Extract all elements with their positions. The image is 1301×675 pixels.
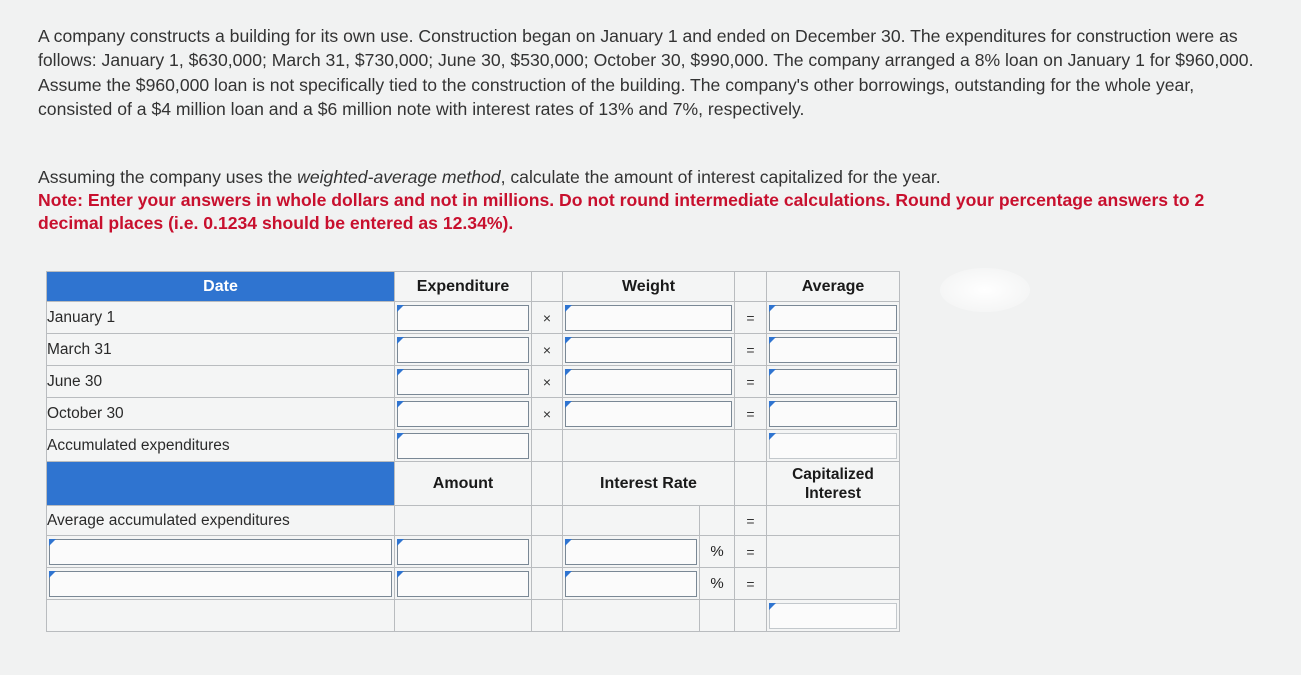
instructions-method: weighted-average method [297, 167, 501, 187]
equals-sign: = [735, 506, 767, 536]
empty-cell [532, 600, 563, 632]
equals-sign: = [735, 536, 767, 568]
equals-sign: = [735, 334, 767, 366]
instructions-prefix: Assuming the company uses the [38, 167, 298, 187]
empty-cell [700, 506, 735, 536]
average-accumulated-expenditures-label: Average accumulated expenditures [47, 506, 395, 536]
header-spacer-2 [735, 272, 767, 302]
amount-input-1[interactable] [397, 539, 529, 565]
header-interest-rate: Interest Rate [563, 462, 735, 506]
empty-cell [735, 430, 767, 462]
header-expenditure: Expenditure [395, 272, 532, 302]
expenditure-input-4[interactable] [397, 401, 529, 427]
accumulated-expenditure-total[interactable] [397, 433, 529, 459]
empty-cell [47, 600, 395, 632]
weight-input-1[interactable] [565, 305, 732, 331]
capitalized-interest-cell-2 [767, 568, 900, 600]
empty-cell [395, 506, 532, 536]
average-input-2[interactable] [769, 337, 897, 363]
capitalized-interest-total-input[interactable] [769, 603, 897, 629]
average-input-3[interactable] [769, 369, 897, 395]
empty-cell [700, 600, 735, 632]
date-cell: October 30 [47, 398, 395, 430]
empty-cell [395, 600, 532, 632]
interest-rate-input-2[interactable] [565, 571, 697, 597]
empty-cell [532, 536, 563, 568]
accumulated-expenditures-label: Accumulated expenditures [47, 430, 395, 462]
date-cell: March 31 [47, 334, 395, 366]
date-cell: June 30 [47, 366, 395, 398]
expenditure-input-1[interactable] [397, 305, 529, 331]
times-sign: × [532, 366, 563, 398]
empty-cell [563, 430, 735, 462]
empty-cell [532, 430, 563, 462]
header-amount: Amount [395, 462, 532, 506]
times-sign: × [532, 334, 563, 366]
times-sign: × [532, 302, 563, 334]
header-weight: Weight [563, 272, 735, 302]
weight-input-4[interactable] [565, 401, 732, 427]
empty-cell [563, 600, 700, 632]
header-average: Average [767, 272, 900, 302]
header-band-blank [47, 462, 395, 506]
interest-rate-input-1[interactable] [565, 539, 697, 565]
equals-sign: = [735, 568, 767, 600]
date-cell: January 1 [47, 302, 395, 334]
header-spacer-3 [532, 462, 563, 506]
empty-cell [767, 506, 900, 536]
expenditure-input-3[interactable] [397, 369, 529, 395]
instructions [38, 166, 1268, 235]
equals-sign: = [735, 366, 767, 398]
percent-sign: % [700, 536, 735, 568]
instructions-note: Note: Enter your answers in whole dollars and not in millions. Do not round intermediate calculations. Round your percentage answers to 2 decimal places (i.e. 0.1234 should be entered as 12.34%). [38, 190, 1205, 233]
borrowing-label-input-1[interactable] [49, 539, 392, 565]
equals-sign: = [735, 398, 767, 430]
screen-glare [940, 268, 1030, 312]
average-total-input[interactable] [769, 433, 897, 459]
times-sign: × [532, 398, 563, 430]
weight-input-2[interactable] [565, 337, 732, 363]
empty-cell [532, 568, 563, 600]
empty-cell [563, 506, 700, 536]
interest-worksheet [46, 271, 900, 632]
amount-input-2[interactable] [397, 571, 529, 597]
header-capitalized-interest: Capitalized Interest [767, 462, 900, 506]
average-input-4[interactable] [769, 401, 897, 427]
capitalized-interest-cell-1 [767, 536, 900, 568]
instructions-suffix: , calculate the amount of interest capitalized for the year. [500, 167, 941, 187]
expenditure-input-2[interactable] [397, 337, 529, 363]
header-spacer-4 [735, 462, 767, 506]
empty-cell [735, 600, 767, 632]
weight-input-3[interactable] [565, 369, 732, 395]
average-input-1[interactable] [769, 305, 897, 331]
percent-sign: % [700, 568, 735, 600]
header-spacer-1 [532, 272, 563, 302]
problem-statement: A company constructs a building for its own use. Construction began on January 1 and ended on December 30. The expenditures for construction were as follows: January 1, $630,000; March 31, $730,000; June 30, $530,000; October 30, $990,000. The company arranged a 8% loan on January 1 for $960,000. Assume the $960,000 loan is not specifically tied to the construction of the building. The company's other borrowings, outstanding for the whole year, consisted of a $4 million loan and a $6 million note with interest rates of 13% and 7%, respectively. [38, 26, 1254, 119]
borrowing-label-input-2[interactable] [49, 571, 392, 597]
equals-sign: = [735, 302, 767, 334]
empty-cell [532, 506, 563, 536]
header-date: Date [47, 272, 395, 302]
